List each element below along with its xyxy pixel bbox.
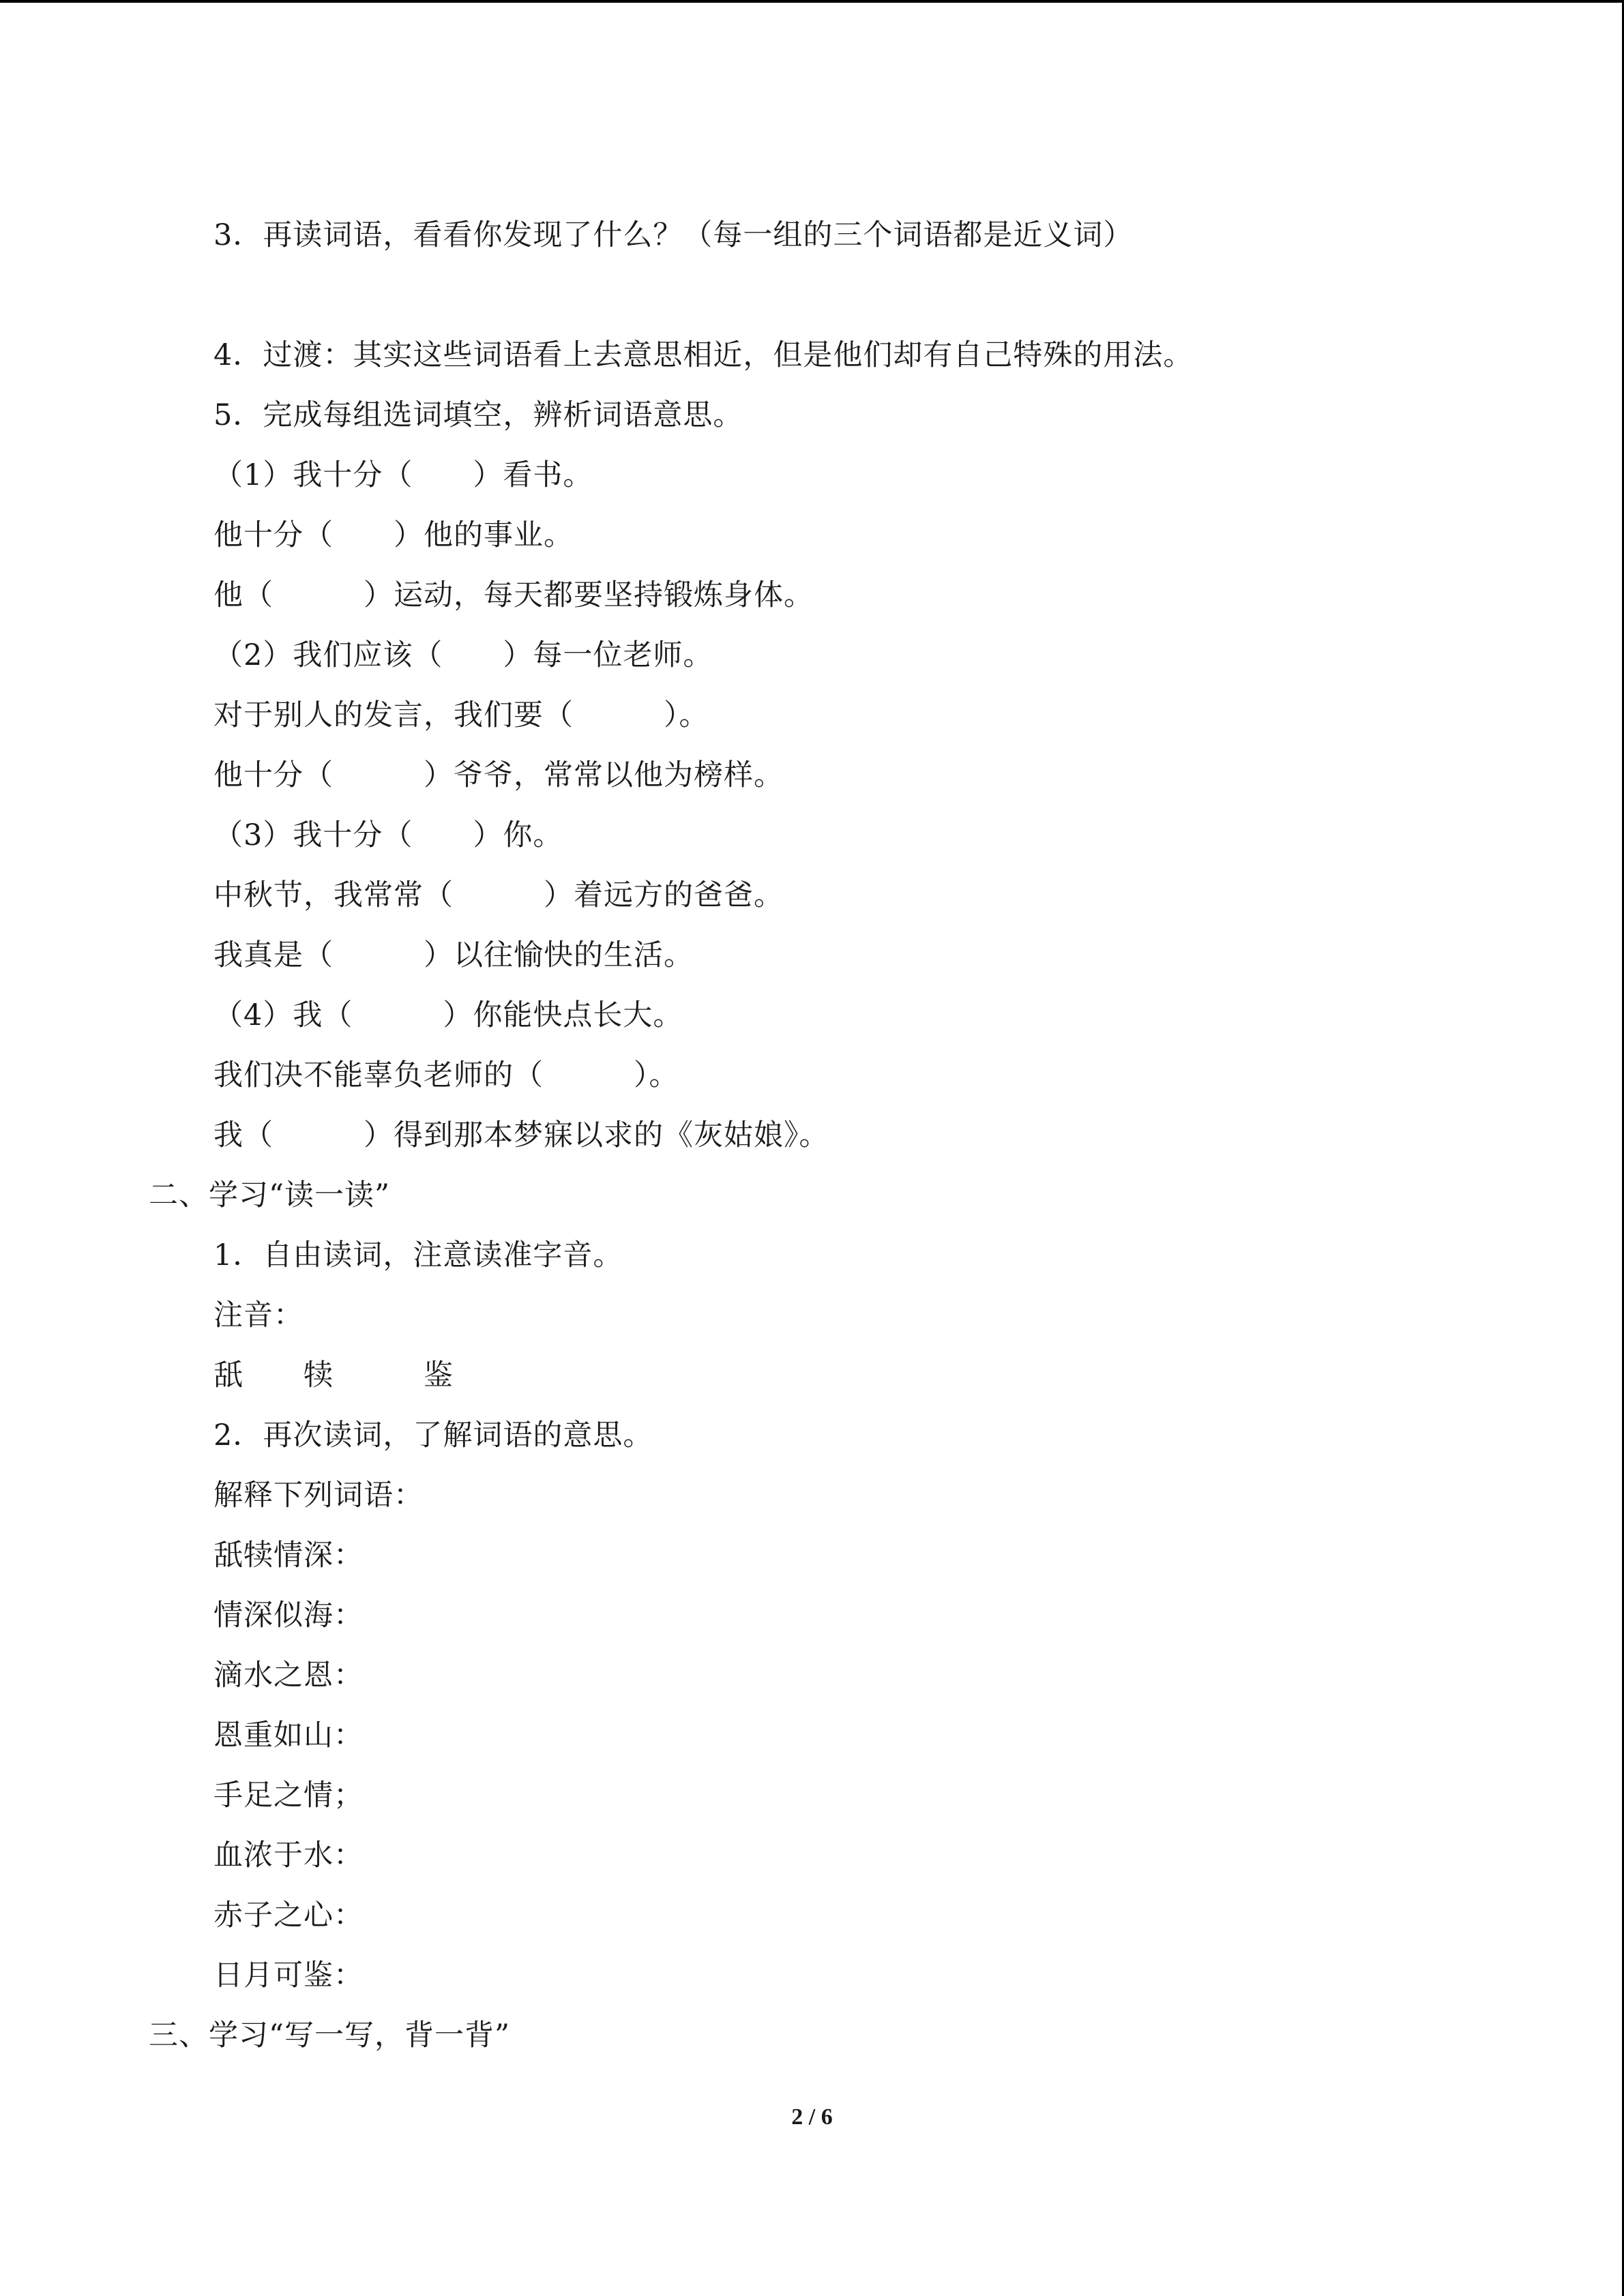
idiom-item: 滴水之恩：	[213, 1658, 364, 1693]
exercise-1-line-2: 他十分（ ）他的事业。	[213, 518, 574, 552]
exercise-3-line-1: （3）我十分（ ）你。	[213, 818, 563, 852]
exercise-2-line-2: 对于别人的发言，我们要（ ）。	[213, 698, 709, 732]
exercise-1-line-1: （1）我十分（ ）看书。	[213, 458, 593, 492]
exercise-3-line-3: 我真是（ ）以往愉快的生活。	[213, 938, 694, 972]
exercise-1-line-3: 他（ ）运动，每天都要坚持锻炼身体。	[213, 578, 814, 612]
section-2-step-1: 1．自由读词，注意读准字音。	[213, 1238, 623, 1272]
explain-words-label: 解释下列词语：	[213, 1478, 424, 1512]
step-3-reread-words: 3．再读词语，看看你发现了什么？（每一组的三个词语都是近义词）	[213, 218, 1134, 252]
page-number: 2 / 6	[791, 2104, 833, 2130]
idiom-item: 情深似海：	[213, 1598, 364, 1632]
idiom-item: 赤子之心：	[213, 1898, 364, 1933]
exercise-4-line-3: 我（ ）得到那本梦寐以求的《灰姑娘》。	[213, 1118, 829, 1152]
idiom-item: 舐犊情深：	[213, 1538, 364, 1572]
section-2-heading: 二、学习“读一读”	[149, 1178, 390, 1212]
idiom-item: 血浓于水：	[213, 1838, 364, 1873]
idiom-item: 手足之情；	[213, 1778, 364, 1813]
exercise-2-line-1: （2）我们应该（ ）每一位老师。	[213, 638, 713, 672]
section-3-heading: 三、学习“写一写，背一背”	[149, 2018, 510, 2053]
step-5-fill-blanks: 5．完成每组选词填空，辨析词语意思。	[213, 398, 743, 432]
section-2-step-2: 2．再次读词，了解词语的意思。	[213, 1418, 653, 1452]
exercise-2-line-3: 他十分（ ）爷爷，常常以他为榜样。	[213, 758, 784, 792]
exercise-4-line-2: 我们决不能辜负老师的（ ）。	[213, 1058, 679, 1092]
pinyin-characters: 舐 犊 鉴	[213, 1358, 454, 1392]
exercise-3-line-2: 中秋节，我常常（ ）着远方的爸爸。	[213, 878, 784, 912]
idiom-item: 恩重如山：	[213, 1718, 364, 1753]
idiom-item: 日月可鉴：	[213, 1958, 364, 1993]
exercise-4-line-1: （4）我（ ）你能快点长大。	[213, 998, 683, 1032]
pinyin-label: 注音：	[213, 1298, 304, 1332]
step-4-transition: 4．过渡：其实这些词语看上去意思相近，但是他们却有自己特殊的用法。	[213, 338, 1194, 372]
